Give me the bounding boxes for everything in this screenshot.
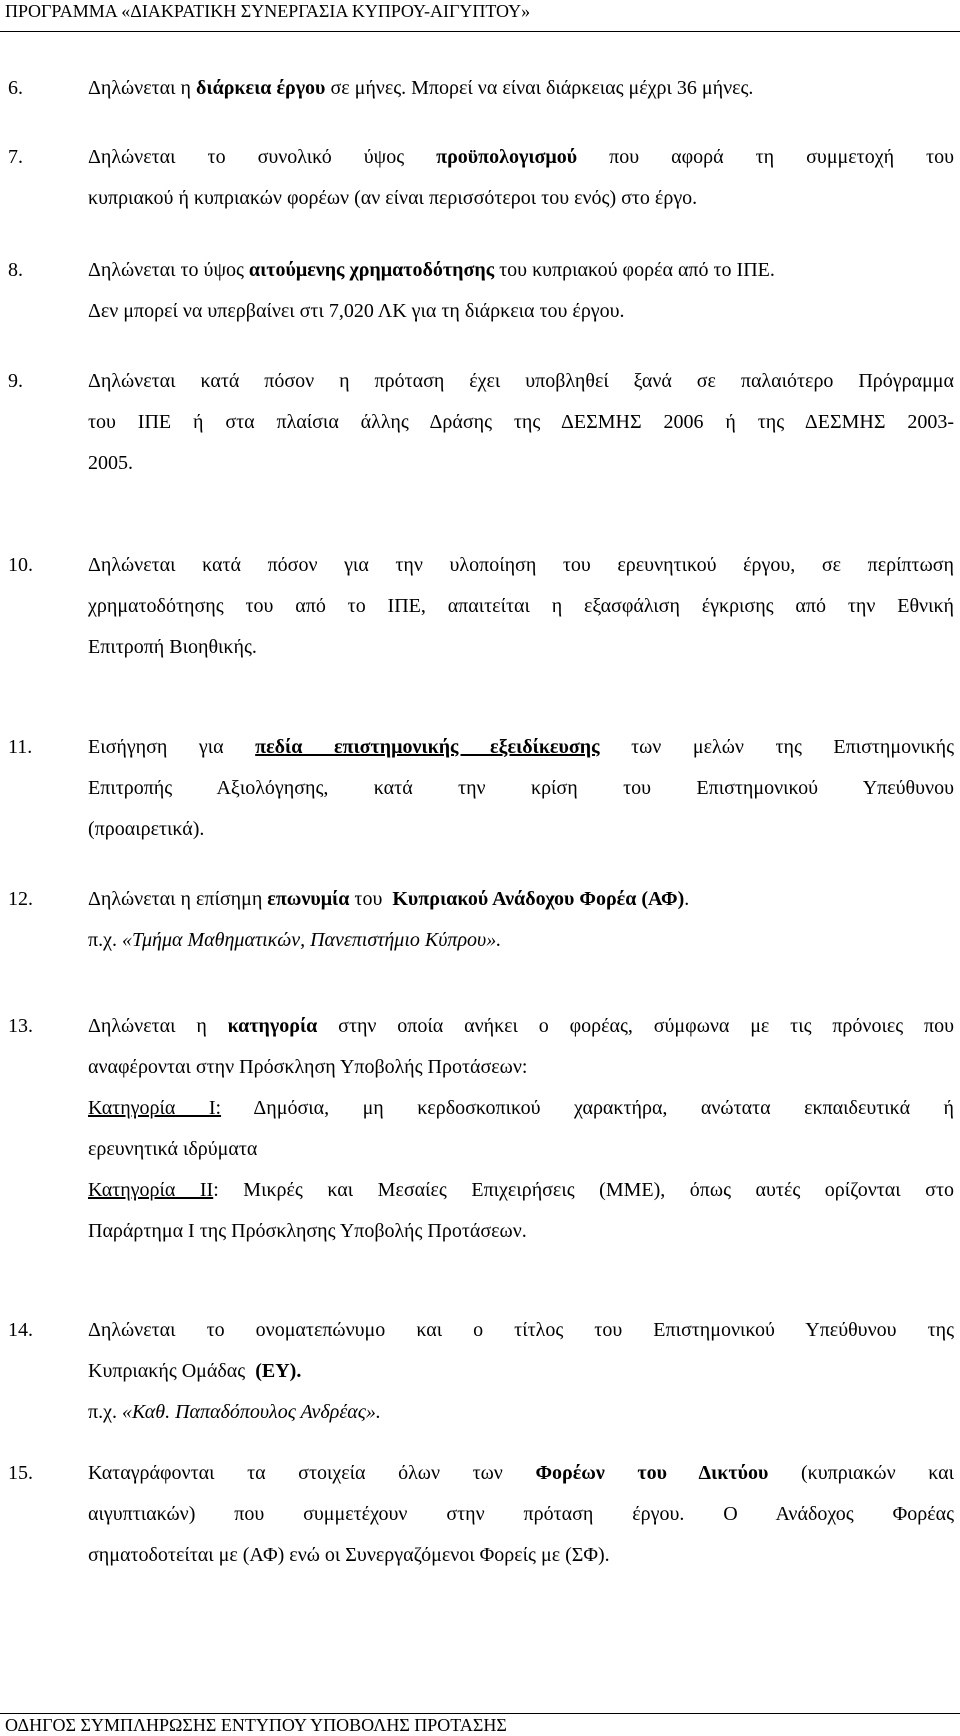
item-example: π.χ. «Καθ. Παπαδόπουλος Ανδρέας».	[88, 1401, 381, 1423]
item-text: 2005.	[88, 452, 133, 474]
item-number: 13.	[8, 1015, 33, 1037]
item-text: Δηλώνεται η διάρκεια έργου σε μήνες. Μπορεί να είναι διάρκειας μέχρι 36 μήνες.	[88, 77, 754, 99]
item-text: Δεν μπορεί να υπερβαίνει στι 7,020 ΛΚ για τη διάρκεια του έργου.	[88, 300, 625, 322]
item-number: 7.	[8, 146, 23, 168]
page-header: ΠΡΟΓΡΑΜΜΑ «ΔΙΑΚΡΑΤΙΚΗ ΣΥΝΕΡΓΑΣΙΑ ΚΥΠΡΟΥ-ΑΙΓΥΠΤΟΥ»	[0, 0, 960, 32]
item-example: π.χ. «Τμήμα Μαθηματικών, Πανεπιστήμιο Κύπρου».	[88, 929, 502, 951]
item-number: 8.	[8, 259, 23, 281]
item-text: ερευνητικά ιδρύματα	[88, 1138, 258, 1160]
category-1: Κατηγορία Ι: Δημόσια, μη κερδοσκοπικού χαρακτήρα, ανώτατα εκπαιδευτικά ή	[88, 1097, 954, 1119]
item-number: 6.	[8, 77, 23, 99]
item-text: σηματοδοτείται με (ΑΦ) ενώ οι Συνεργαζόμενοι Φορείς με (ΣΦ).	[88, 1544, 610, 1566]
item-text: Εισήγηση για πεδία επιστημονικής εξειδίκευσης των μελών της Επιστημονικής	[88, 736, 954, 758]
item-text: Δηλώνεται η επίσημη επωνυμία του Κυπριακού Ανάδοχου Φορέα (ΑΦ).	[88, 888, 690, 910]
item-number: 10.	[8, 554, 33, 576]
item-text: Δηλώνεται το ύψος αιτούμενης χρηματοδότησης του κυπριακού φορέα από το ΙΠΕ.	[88, 259, 775, 281]
item-number: 12.	[8, 888, 33, 910]
category-2: Κατηγορία ΙΙ: Μικρές και Μεσαίες Επιχειρήσεις (ΜΜΕ), όπως αυτές ορίζονται στο	[88, 1179, 954, 1201]
item-text: κυπριακού ή κυπριακών φορέων (αν είναι περισσότεροι του ενός) στο έργο.	[88, 187, 698, 209]
item-text: Δηλώνεται η κατηγορία στην οποία ανήκει ο φορέας, σύμφωνα με τις πρόνοιες που	[88, 1015, 954, 1037]
item-text: Δηλώνεται το ονοματεπώνυμο και ο τίτλος του Επιστημονικού Υπεύθυνου της	[88, 1319, 954, 1341]
item-number: 11.	[8, 736, 33, 758]
item-text: Δηλώνεται κατά πόσον η πρόταση έχει υποβληθεί ξανά σε παλαιότερο Πρόγραμμα	[88, 370, 954, 392]
item-text: (προαιρετικά).	[88, 818, 205, 840]
item-number: 14.	[8, 1319, 33, 1341]
item-text: Παράρτημα Ι της Πρόσκλησης Υποβολής Προτάσεων.	[88, 1220, 527, 1242]
item-number: 15.	[8, 1462, 33, 1484]
item-text: Δηλώνεται κατά πόσον για την υλοποίηση του ερευνητικού έργου, σε περίπτωση	[88, 554, 954, 576]
page-footer: ΟΔΗΓΟΣ ΣΥΜΠΛΗΡΩΣΗΣ ΕΝΤΥΠΟΥ ΥΠΟΒΟΛΗΣ ΠΡΟΤΑΣΗΣ	[0, 1713, 960, 1735]
item-number: 9.	[8, 370, 23, 392]
item-text: αναφέρονται στην Πρόσκληση Υποβολής Προτάσεων:	[88, 1056, 528, 1078]
item-text: χρηματοδότησης του από το ΙΠΕ, απαιτείται η εξασφάλιση έγκρισης από την Εθνική	[88, 595, 954, 617]
item-text: Καταγράφονται τα στοιχεία όλων των Φορέων του Δικτύου (κυπριακών και	[88, 1462, 954, 1484]
item-text: Επιτροπής Αξιολόγησης, κατά την κρίση του Επιστημονικού Υπεύθυνου	[88, 777, 954, 799]
item-text: αιγυπτιακών) που συμμετέχουν στην πρόταση έργου. Ο Ανάδοχος Φορέας	[88, 1503, 954, 1525]
item-text: Επιτροπή Βιοηθικής.	[88, 636, 257, 658]
item-text: του ΙΠΕ ή στα πλαίσια άλλης Δράσης της ΔΕΣΜΗΣ 2006 ή της ΔΕΣΜΗΣ 2003-	[88, 411, 954, 433]
item-text: Δηλώνεται το συνολικό ύψος προϋπολογισμού που αφορά τη συμμετοχή του	[88, 146, 954, 168]
item-text: Κυπριακής Ομάδας (ΕΥ).	[88, 1360, 302, 1382]
